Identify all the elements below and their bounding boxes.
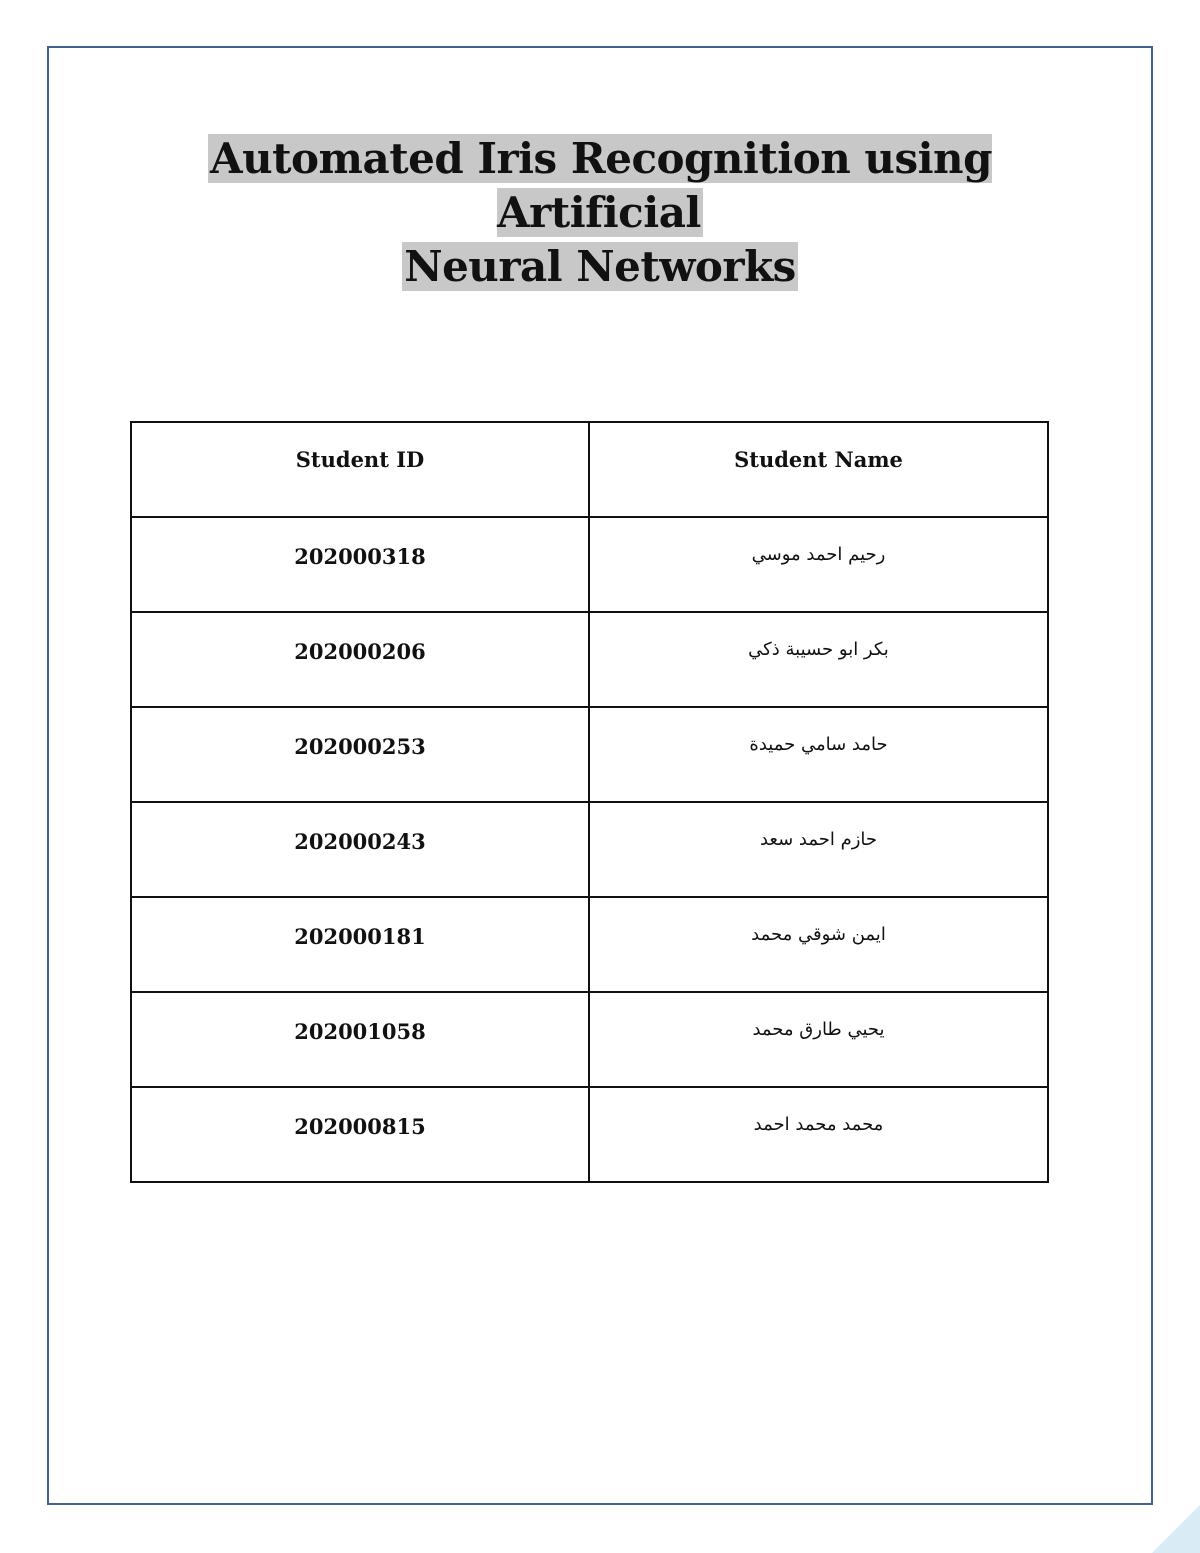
student-name-cell: محمد محمد احمد [589,1087,1048,1182]
student-id-cell: 202000243 [131,802,589,897]
student-name-cell: بكر ابو حسيبة ذكي [589,612,1048,707]
student-name-cell: رحيم احمد موسي [589,517,1048,612]
student-id-cell: 202001058 [131,992,589,1087]
title-line-2: Neural Networks [404,242,796,291]
table-row [131,802,1048,897]
header-student-id: Student ID [131,422,589,517]
student-id-cell: 202000253 [131,707,589,802]
table-row [131,517,1048,612]
table-header-row [131,422,1048,517]
student-name-cell: حامد سامي حميدة [589,707,1048,802]
student-name-cell: حازم احمد سعد [589,802,1048,897]
table-row [131,1087,1048,1182]
table-row [131,992,1048,1087]
table-row [131,612,1048,707]
student-id-cell: 202000318 [131,517,589,612]
student-name-cell: ايمن شوقي محمد [589,897,1048,992]
page-corner-decoration [1152,1505,1200,1553]
student-name-cell: يحيي طارق محمد [589,992,1048,1087]
table-row [131,707,1048,802]
student-id-cell: 202000815 [131,1087,589,1182]
header-student-name: Student Name [589,422,1048,517]
student-id-cell: 202000181 [131,897,589,992]
document-title [100,132,1100,294]
students-table [130,421,1049,1183]
title-line-1: Automated Iris Recognition using Artificial [210,134,992,237]
student-id-cell: 202000206 [131,612,589,707]
table-row [131,897,1048,992]
